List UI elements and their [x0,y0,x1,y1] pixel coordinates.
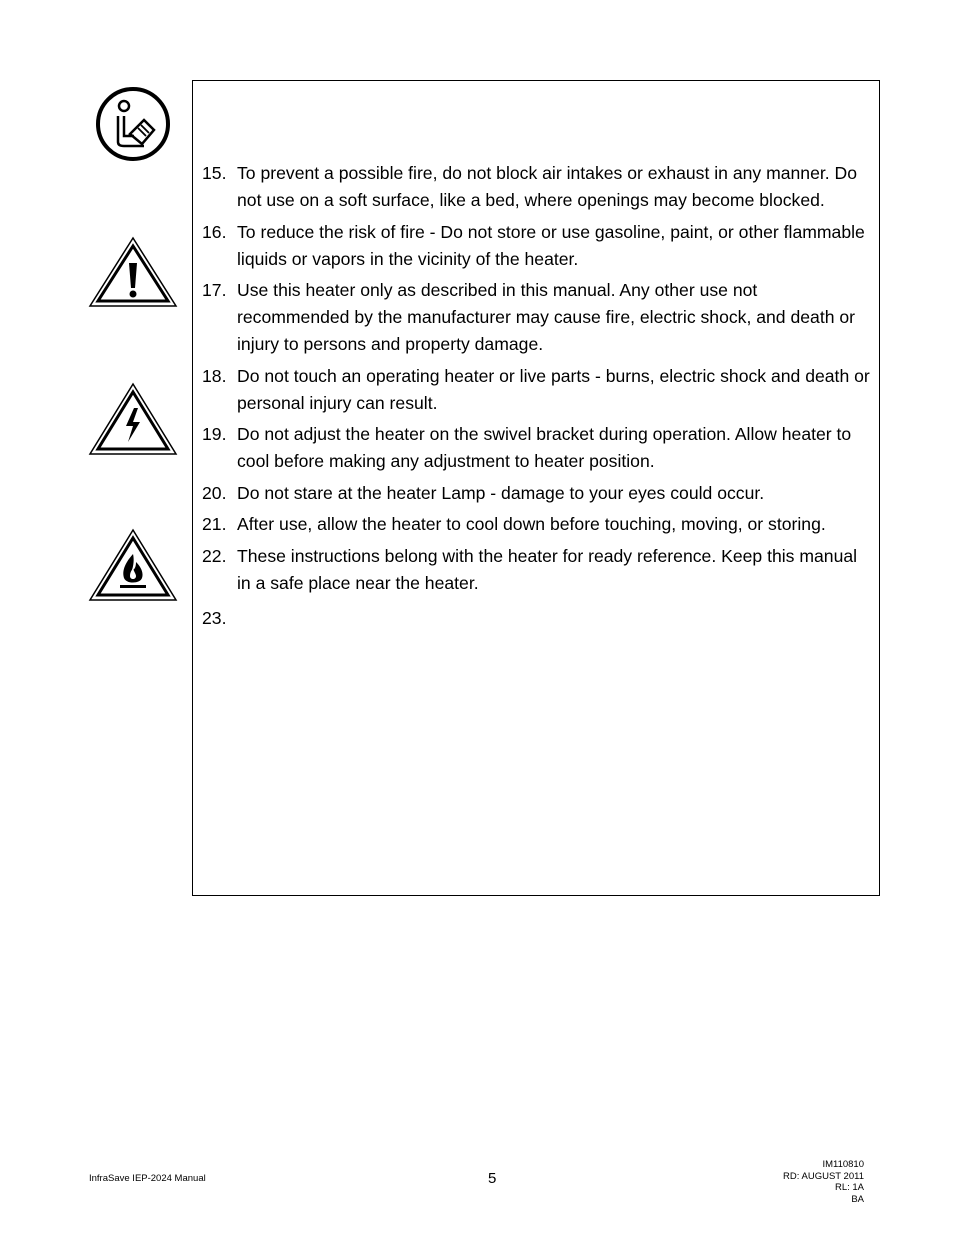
flammable-icon [88,528,178,602]
item-text: Do not adjust the heater on the swivel bracket during operation. Allow heater to cool before making any adjustment to heater position. [237,424,852,471]
list-item [202,480,874,507]
instructions-list [202,160,874,636]
list-item [202,160,874,214]
item-number: 23. [202,607,227,628]
list-item [202,363,874,417]
item-number: 17. [202,280,227,300]
item-number: 20. [202,482,227,503]
footer-manual-name: InfraSave IEP-2024 Manual [89,1173,206,1184]
list-item [202,219,874,273]
item-text: These instructions belong with the heater for ready reference. Keep this manual in a safe place near the heater. [237,545,858,593]
footer-doc-id: IM110810 [822,1159,864,1170]
footer-revision-date: RD: AUGUST 2011 [783,1170,864,1182]
page-number: 5 [488,1170,497,1187]
item-text [237,605,874,632]
item-text: Do not stare at the heater Lamp - damage to your eyes could occur. [237,482,765,503]
item-text: Use this heater only as described in this manual. Any other use not recommended by the manufacturer may cause fire, electric shock, and death or injury to persons and property damage. [237,280,856,354]
item-text: To reduce the risk of fire - Do not store or use gasoline, paint, or other flammable liquids or vapors in the vicinity of the heater. [237,221,865,269]
item-number: 18. [202,365,227,386]
item-number: 19. [202,424,227,444]
item-number: 16. [202,221,227,242]
item-number: 15. [202,163,227,183]
footer-revision-block [783,1159,864,1205]
item-number: 21. [202,514,227,534]
warning-icon [88,236,178,308]
item-text: To prevent a possible fire, do not block air intakes or exhaust in any manner. Do not use on a soft surface, like a bed, where openings may become blocked. [237,163,858,210]
read-manual-icon [94,86,174,162]
list-item [202,421,874,475]
list-item [202,543,874,597]
item-text: After use, allow the heater to cool down before touching, moving, or storing. [237,514,826,534]
list-item [202,511,874,538]
electric-shock-icon [88,382,178,456]
item-text: Do not touch an operating heater or live parts - burns, electric shock and death or personal injury can result. [237,365,870,413]
item-number: 22. [202,545,227,566]
list-item [202,277,874,358]
list-item [202,605,874,632]
footer-author: BA [851,1193,864,1205]
footer-revision-level: RL: 1A [834,1182,864,1193]
